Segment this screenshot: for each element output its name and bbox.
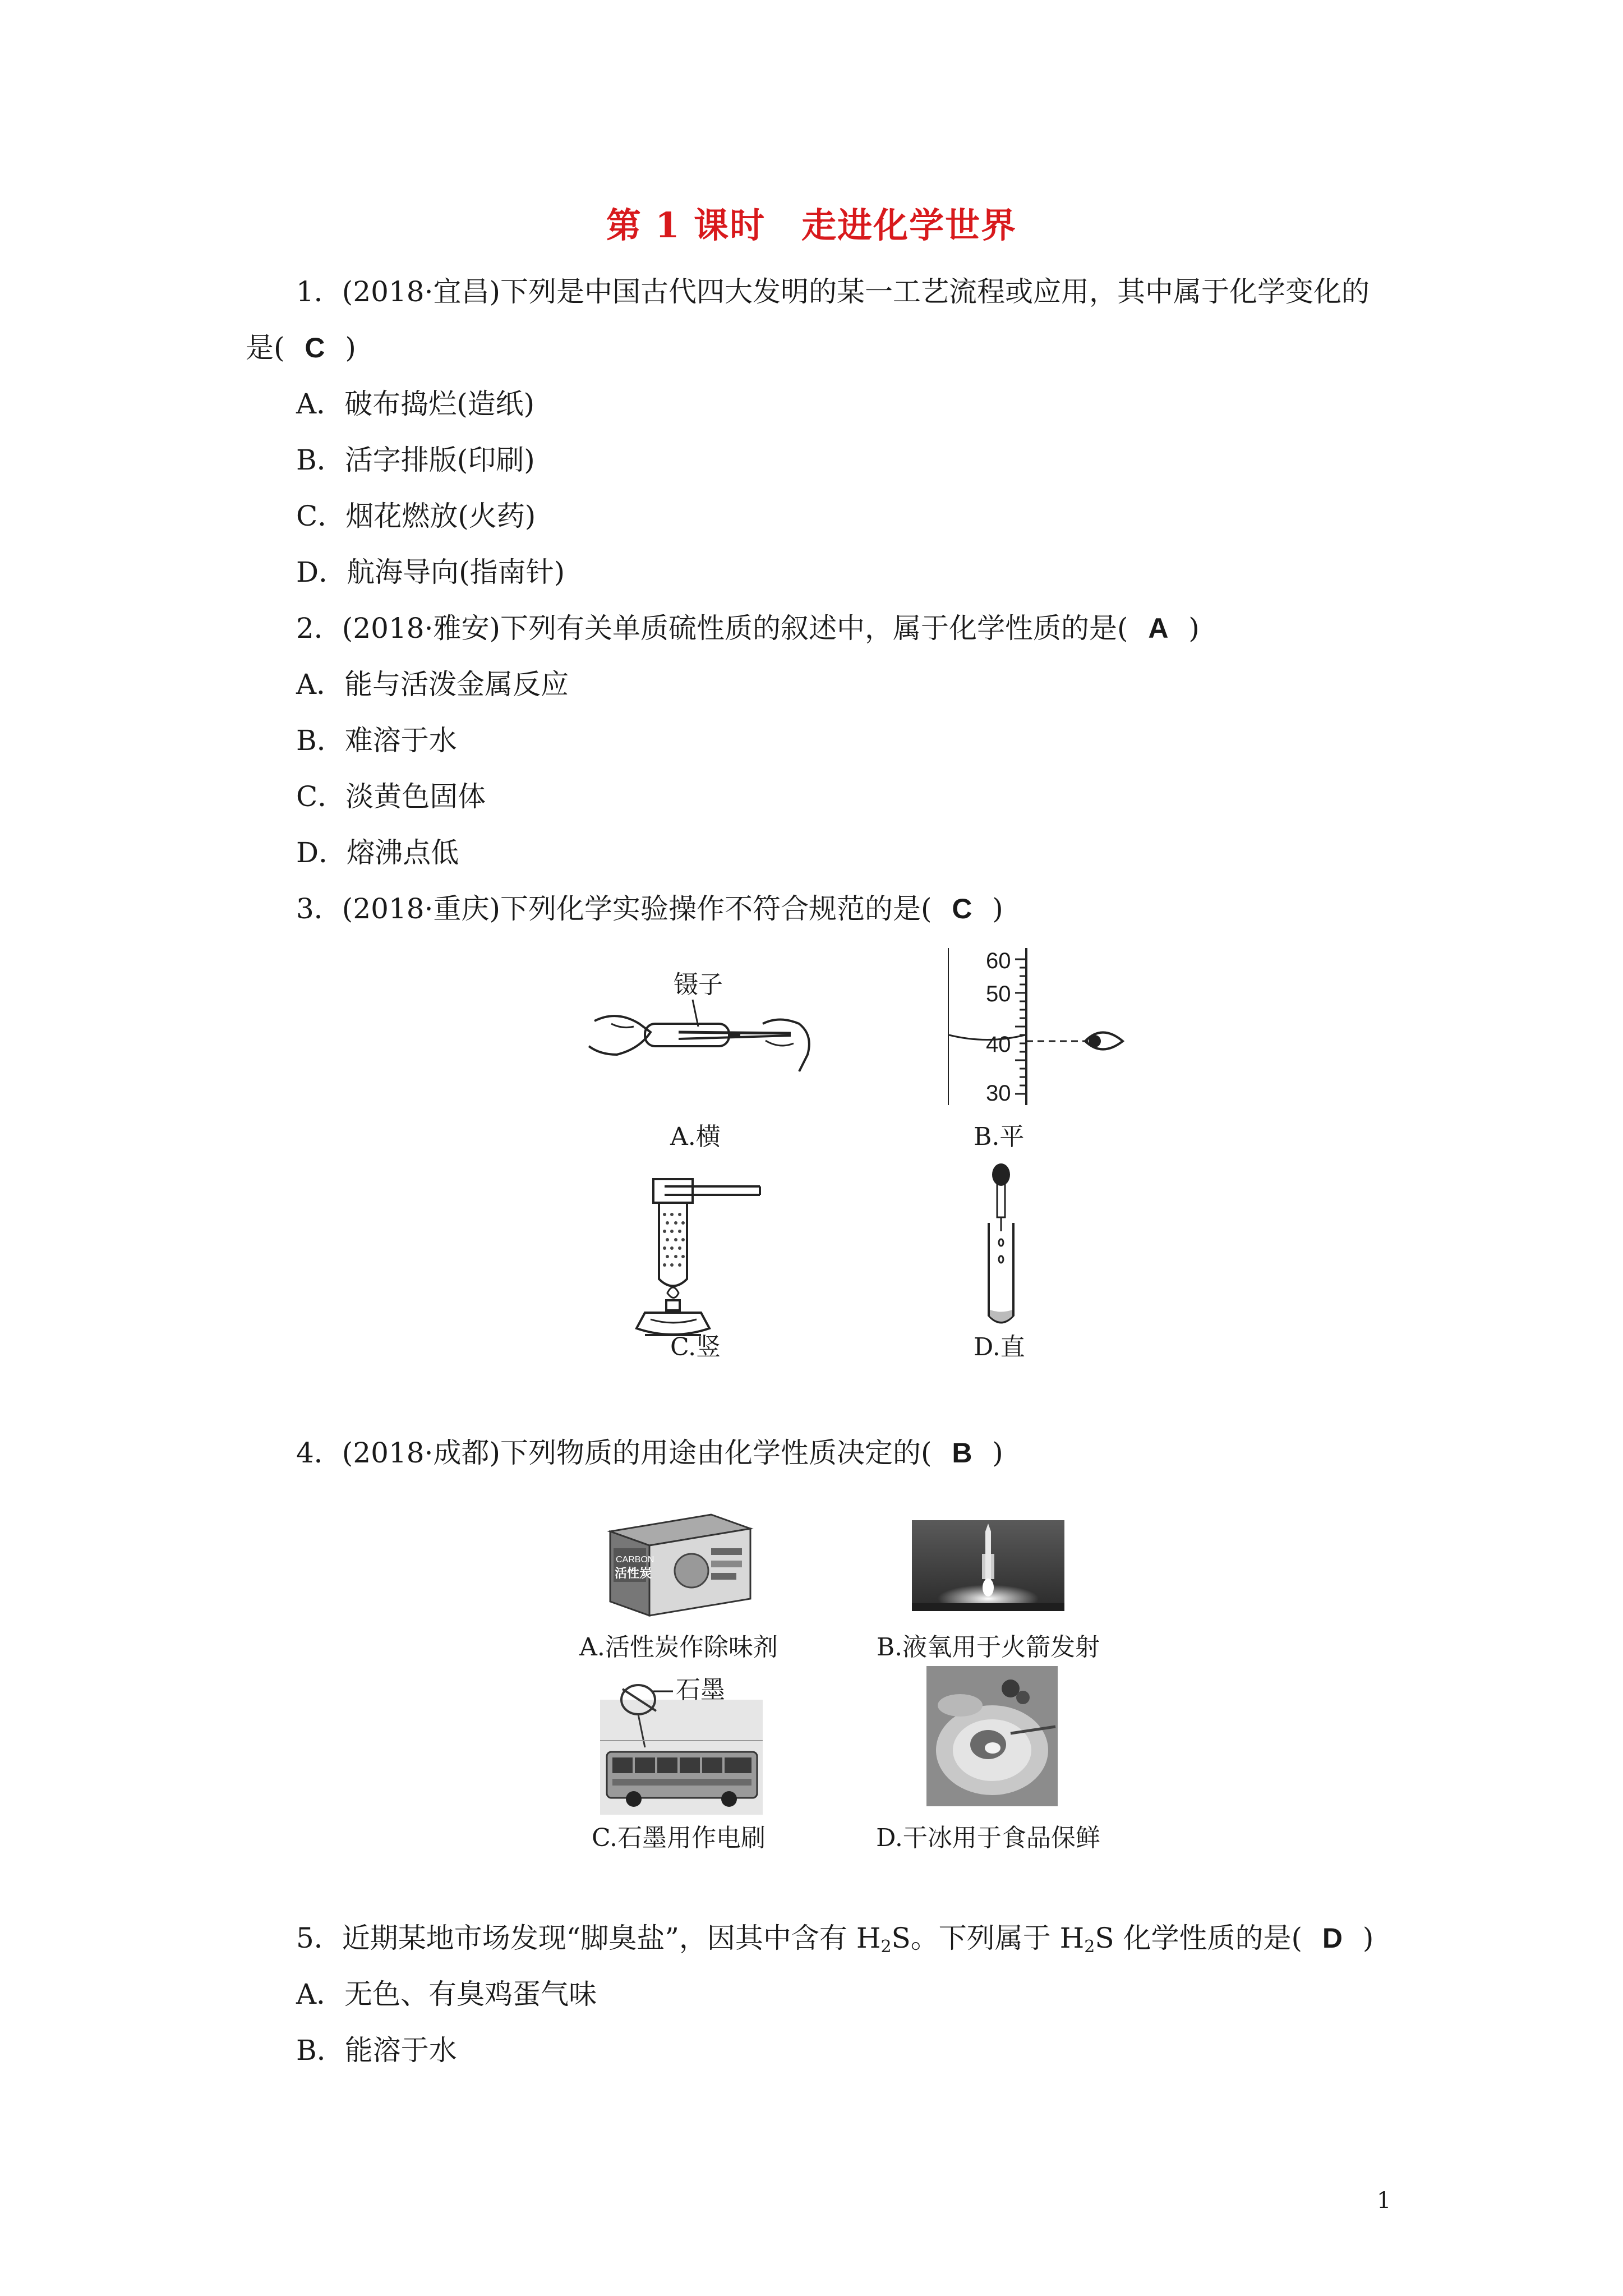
q5-option-a: A．无色、有臭鸡蛋气味	[296, 1978, 597, 2010]
q4-caption-c: C.石墨用作电刷	[591, 1824, 766, 1852]
q5-option-b: B．能溶于水	[296, 2034, 457, 2067]
q4-figure-a-carbon-box	[599, 1509, 757, 1621]
q3-figure-b-cylinder	[948, 942, 1127, 1105]
q1-option-a: A．破布捣烂(造纸)	[296, 388, 535, 420]
q4-answer: B	[952, 1437, 972, 1469]
q1-stem-line2: 是( C )	[246, 332, 356, 364]
tick-label-30: 30	[986, 1081, 1011, 1105]
q5-stem: 5．近期某地市场发现“脚臭盐”，因其中含有 $H_2S$。下列属于 $H_2S$ 化学性质的是( D )	[296, 1922, 1374, 1957]
q2-stem: 2．(2018·雅安)下列有关单质硫性质的叙述中，属于化学性质的是( A )	[296, 612, 1200, 645]
q2-answer: A	[1148, 613, 1169, 644]
box-label-text: 活性炭	[615, 1566, 652, 1580]
q1-answer: C	[305, 332, 325, 364]
graphite-label: 石墨	[676, 1676, 725, 1704]
q2-option-d: D．熔沸点低	[296, 836, 459, 869]
q4-stem: 4．(2018·成都)下列物质的用途由化学性质决定的( B )	[296, 1437, 1003, 1469]
q3-caption-d: D.直	[974, 1333, 1025, 1361]
eye-icon	[1085, 1033, 1123, 1050]
q3-figure-a-tweezers	[578, 970, 819, 1077]
q4-figure-b-rocket	[912, 1520, 1064, 1611]
q4-figure-c-tram	[600, 1669, 763, 1815]
q3-caption-a: A.横	[670, 1122, 721, 1151]
q1-stem-line1: 1．(2018·宜昌)下列是中国古代四大发明的某一工艺流程或应用，其中属于化学变化的	[296, 275, 1370, 308]
q3-caption-b: B.平	[974, 1122, 1025, 1151]
q5-answer: D	[1322, 1922, 1343, 1954]
q3-answer: C	[952, 893, 972, 924]
q1-option-b: B．活字排版(印刷)	[296, 444, 535, 476]
tick-label-50: 50	[986, 982, 1011, 1006]
q2-option-a: A．能与活泼金属反应	[296, 668, 569, 701]
q4-caption-d: D.干冰用于食品保鲜	[876, 1824, 1100, 1852]
q2-option-b: B．难溶于水	[296, 724, 457, 757]
q3-figure-d-dropper	[967, 1161, 1035, 1329]
tweezers-label: 镊子	[674, 971, 723, 999]
q4-caption-a: A.活性炭作除味剂	[579, 1633, 778, 1662]
tick-label-60: 60	[986, 949, 1011, 973]
tick-label-40: 40	[986, 1032, 1011, 1057]
page-number: 1	[1377, 2188, 1391, 2214]
q4-figure-d-dry-ice	[926, 1666, 1058, 1806]
q2-option-c: C．淡黄色固体	[296, 780, 486, 813]
page-title: 第 1 课时 走进化学世界	[606, 205, 1017, 246]
q3-caption-c: C.竖	[670, 1333, 721, 1361]
q1-option-d: D．航海导向(指南针)	[296, 556, 565, 588]
q4-caption-b: B.液氧用于火箭发射	[876, 1633, 1100, 1662]
box-brand-text: CARBON	[616, 1555, 654, 1565]
q3-stem: 3．(2018·重庆)下列化学实验操作不符合规范的是( C )	[296, 892, 1003, 925]
q1-option-c: C．烟花燃放(火药)	[296, 500, 536, 532]
q3-figure-c-heating	[634, 1172, 763, 1346]
